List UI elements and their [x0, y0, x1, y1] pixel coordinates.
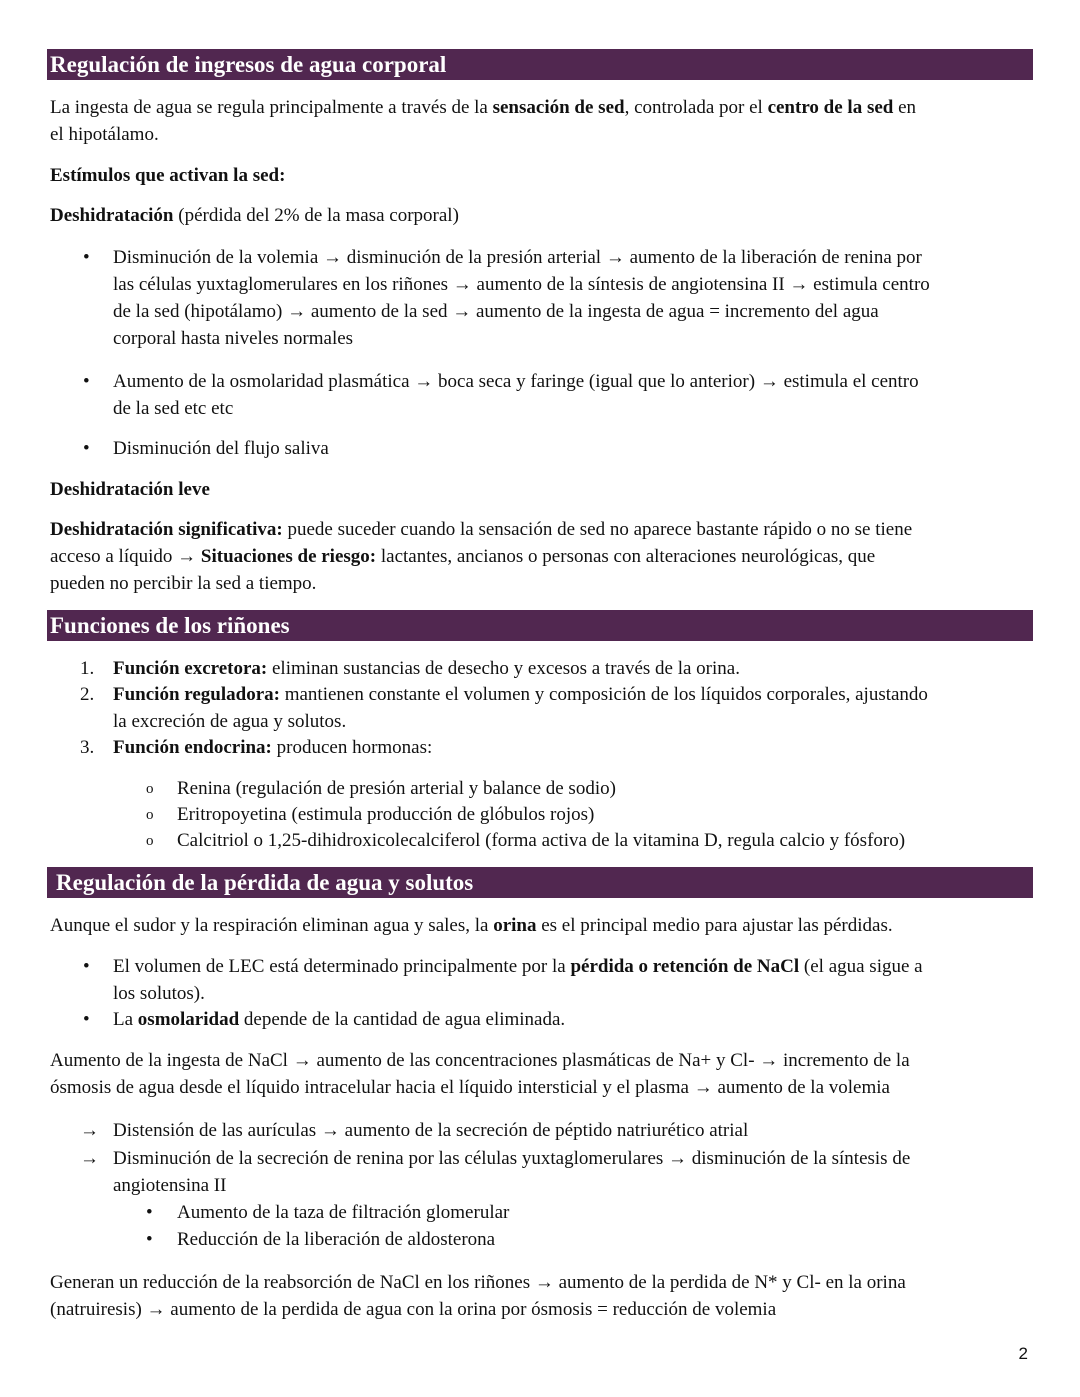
bold-term: Función endocrina: [113, 737, 272, 758]
section-header-water-loss: Regulación de la pérdida de agua y solutos [47, 867, 1033, 898]
text: , controlada por el [624, 97, 768, 118]
text: puede suceder cuando la sensación de sed no aparece bastante rápido o no se tiene [282, 519, 913, 540]
bold-term: Función reguladora: [113, 684, 280, 705]
list-item [113, 1006, 1033, 1033]
section-header-water-intake: Regulación de ingresos de agua corporal [47, 49, 1033, 80]
list-item [113, 368, 1033, 422]
text: producen hormonas: [271, 737, 433, 758]
conclusion-paragraph [50, 1269, 1035, 1323]
text: Disminución de la volemia → disminución de la presión arterial → aumento de la liberación de renina por [113, 247, 922, 268]
arrow-item [113, 1145, 1033, 1199]
text: eliminan sustancias de desecho y excesos a través de la orina. [267, 658, 740, 679]
sub-list-item: Aumento de la taza de filtración glomerular [177, 1202, 510, 1223]
loss-intro-paragraph [50, 912, 1035, 939]
bold-term: Situaciones de riesgo: [200, 546, 377, 567]
list-item [113, 953, 1033, 1007]
kidney-function-endocrine [113, 734, 1033, 761]
list-number: 2. [80, 684, 95, 705]
nacl-intake-paragraph [50, 1047, 1035, 1101]
text: el hipotálamo. [50, 124, 159, 145]
hormone-item: Renina (regulación de presión arterial y balance de sodio) [177, 778, 616, 799]
bold-term: pérdida o retención de NaCl [570, 956, 800, 977]
bullet-icon: • [83, 247, 90, 268]
text: Disminución de la secreción de renina por las células yuxtaglomerulares → disminución de la síntesis de [113, 1148, 911, 1169]
text: lactantes, ancianos o personas con alteraciones neurológicas, que [376, 546, 876, 567]
text: acceso a líquido → [50, 546, 201, 567]
kidney-function-regulatory [113, 681, 1033, 735]
text: Disminución del flujo saliva [113, 438, 329, 459]
text: es el principal medio para ajustar las pérdidas. [536, 915, 893, 936]
dehydration-line [50, 202, 1035, 229]
text: de la sed (hipotálamo) → aumento de la sed → aumento de la ingesta de agua = incremento del agua [113, 301, 879, 322]
text: Aunque el sudor y la respiración eliminan agua y sales, la [50, 915, 494, 936]
bullet-icon: • [146, 1202, 153, 1223]
text: Distensión de las aurículas → aumento de la secreción de péptido natriurético atrial [113, 1120, 749, 1141]
text: (pérdida del 2% de la masa corporal) [173, 205, 459, 226]
text: Aumento de la ingesta de NaCl → aumento de las concentraciones plasmáticas de Na+ y Cl- → incremento de la [50, 1050, 910, 1071]
bold-term: orina [493, 915, 537, 936]
bullet-icon: • [146, 1229, 153, 1250]
significant-dehydration-paragraph [50, 516, 1035, 597]
text: Aumento de la osmolaridad plasmática → boca seca y faringe (igual que lo anterior) → estimula el centro [113, 371, 919, 392]
bold-term: Deshidratación [50, 205, 174, 226]
text: (natruiresis) → aumento de la perdida de agua con la orina por ósmosis = reducción de volemia [50, 1299, 777, 1320]
heading-text: Estímulos que activan la sed: [50, 165, 286, 186]
arrow-right-icon: → [80, 1148, 99, 1169]
bold-term: Función excretora: [113, 658, 268, 679]
bullet-icon: • [83, 1009, 90, 1030]
bullet-icon: • [83, 438, 90, 459]
hormone-item: Calcitriol o 1,25-dihidroxicolecalciferol (forma activa de la vitamina D, regula calcio y fósforo) [177, 830, 906, 851]
text: mantienen constante el volumen y composición de los líquidos corporales, ajustando [279, 684, 928, 705]
kidney-function-excretory [113, 655, 1033, 682]
text: El volumen de LEC está determinado principalmente por la [113, 956, 571, 977]
circle-bullet-icon: o [146, 807, 154, 823]
text: de la sed etc etc [113, 398, 234, 419]
list-item [113, 244, 1033, 352]
text: angiotensina II [113, 1175, 227, 1196]
circle-bullet-icon: o [146, 781, 154, 797]
heading-text: Deshidratación leve [50, 479, 210, 500]
bullet-icon: • [83, 956, 90, 977]
list-item [113, 435, 1033, 462]
bold-term: sensación de sed [492, 97, 625, 118]
text: La ingesta de agua se regula principalmente a través de la [50, 97, 493, 118]
text: en [893, 97, 917, 118]
list-number: 3. [80, 737, 95, 758]
text: los solutos). [113, 983, 205, 1004]
text: Generan un reducción de la reabsorción de NaCl en los riñones → aumento de la perdida de N* y Cl- en la orina [50, 1272, 906, 1293]
mild-dehydration-heading [50, 476, 1035, 503]
text: la excreción de agua y solutos. [113, 711, 347, 732]
arrow-item [113, 1117, 1033, 1144]
bold-term: osmolaridad [137, 1009, 240, 1030]
text: ósmosis de agua desde el líquido intracelular hacia el líquido intersticial y el plasma → aumento de la volemia [50, 1077, 890, 1098]
section-header-kidney-functions: Funciones de los riñones [47, 610, 1033, 641]
text: pueden no percibir la sed a tiempo. [50, 573, 317, 594]
text: corporal hasta niveles normales [113, 328, 354, 349]
text: depende de la cantidad de agua eliminada. [239, 1009, 566, 1030]
arrow-right-icon: → [80, 1120, 99, 1141]
stimuli-heading [50, 162, 1035, 189]
page-number: 2 [1018, 1344, 1028, 1363]
bold-term: Deshidratación significativa: [50, 519, 283, 540]
sub-list-item: Reducción de la liberación de aldosterona [177, 1229, 496, 1250]
list-number: 1. [80, 658, 95, 679]
circle-bullet-icon: o [146, 833, 154, 849]
bullet-icon: • [83, 371, 90, 392]
text: La [113, 1009, 138, 1030]
text: (el agua sigue a [799, 956, 923, 977]
intake-intro-paragraph [50, 94, 1035, 148]
hormone-item: Eritropoyetina (estimula producción de glóbulos rojos) [177, 804, 595, 825]
bold-term: centro de la sed [767, 97, 894, 118]
text: las células yuxtaglomerulares en los riñones → aumento de la síntesis de angiotensina II → estimula centro [113, 274, 930, 295]
